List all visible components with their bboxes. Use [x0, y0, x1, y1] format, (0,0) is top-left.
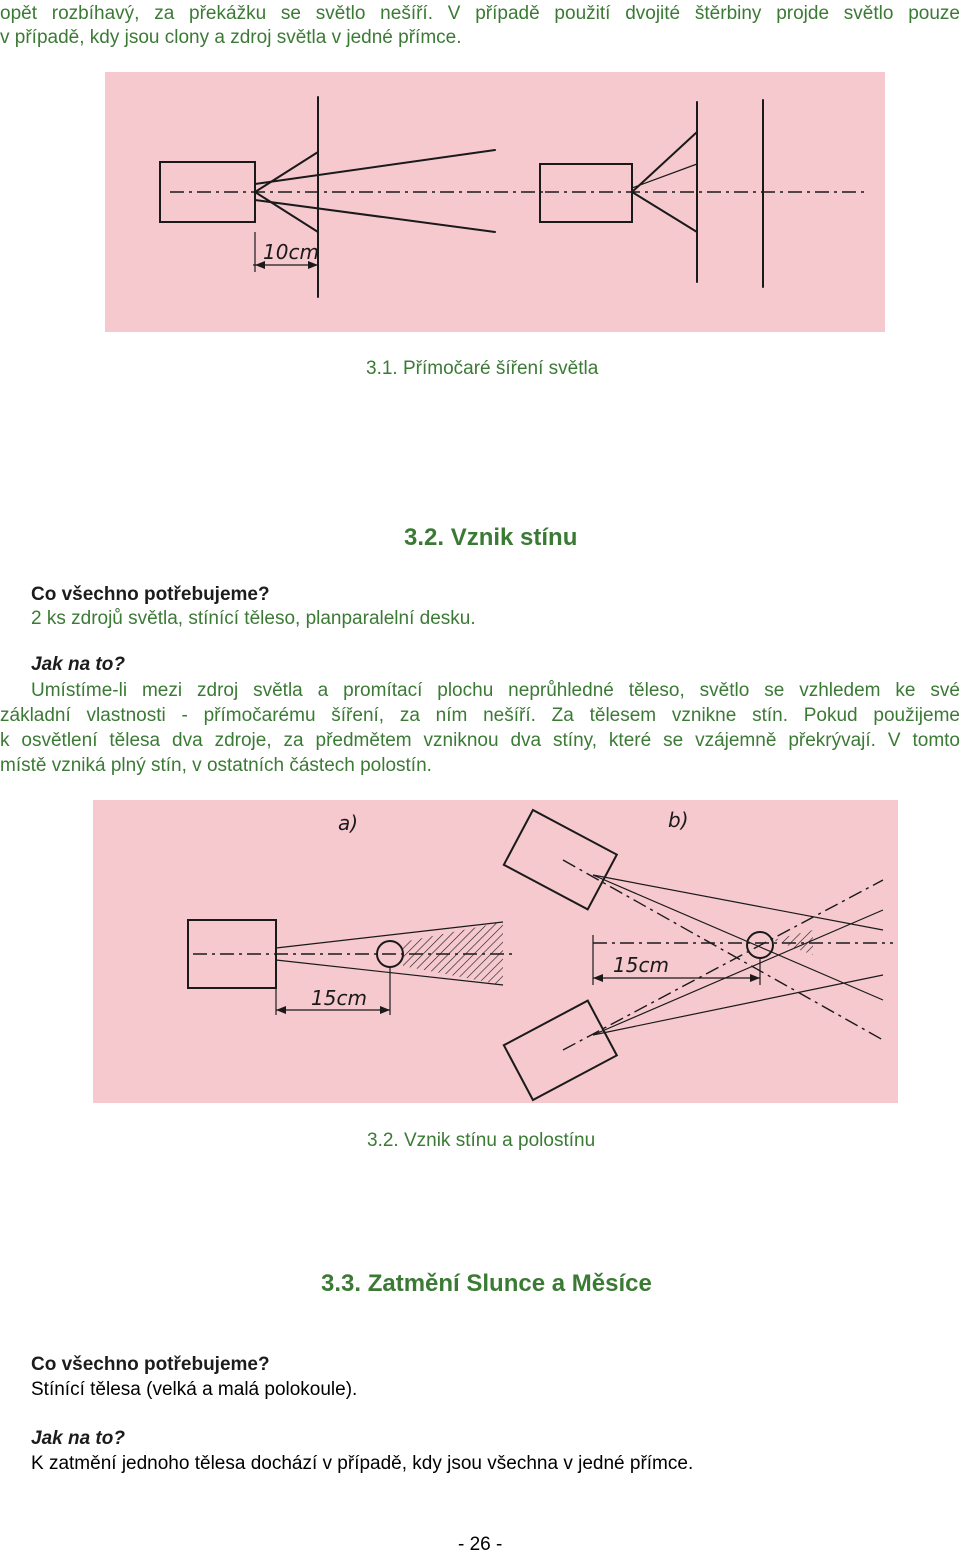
section-heading: 3.3. Zatmění Slunce a Měsíce: [321, 1270, 652, 1297]
question-heading: Jak na to?: [31, 654, 125, 675]
figure-caption: 3.2. Vznik stínu a polostínu: [367, 1130, 596, 1151]
section-heading: 3.2. Vznik stínu: [404, 524, 578, 551]
figure-caption: 3.1. Přímočaré šíření světla: [366, 358, 599, 379]
body-text-line: k osvětlení tělesa dva zdroje, za předmětem vzniknou dva stíny, které se vzájemně překrývají. V tomto: [0, 730, 960, 751]
answer-text: Stínící tělesa (velká a malá polokoule).: [31, 1379, 358, 1400]
page-number: - 26 -: [458, 1534, 503, 1555]
body-text-line: opět rozbíhavý, za překážku se světlo nešíří. V případě použití dvojité štěrbiny projde světlo pouze: [0, 3, 960, 24]
question-heading: Jak na to?: [31, 1428, 125, 1449]
body-text-line: Umístíme-li mezi zdroj světla a promítací plochu neprůhledné těleso, světlo se vzhledem ke své: [31, 680, 960, 701]
dimension-label: 15cm: [311, 986, 367, 1010]
body-text-line: základní vlastnosti - přímočarému šíření, za ním nešíří. Za tělesem vznikne stín. Pokud použijeme: [0, 705, 960, 726]
panel-label-a: a): [338, 811, 359, 835]
panel-label-b: b): [668, 808, 689, 832]
body-text-line: místě vzniká plný stín, v ostatních částech polostín.: [0, 755, 432, 776]
answer-text: 2 ks zdrojů světla, stínící těleso, planparalelní desku.: [31, 608, 476, 629]
answer-text: K zatmění jednoho tělesa dochází v případě, kdy jsou všechna v jedné přímce.: [31, 1453, 694, 1474]
question-heading: Co všechno potřebujeme?: [31, 584, 270, 605]
figure-rectilinear-propagation: [105, 72, 885, 332]
figure-background: [105, 72, 885, 332]
body-text-line: v případě, kdy jsou clony a zdroj světla v jedné přímce.: [0, 27, 462, 48]
question-heading: Co všechno potřebujeme?: [31, 1354, 270, 1375]
figure-shadow-penumbra: [93, 800, 898, 1103]
dimension-label: 10cm: [263, 240, 319, 264]
dimension-label: 15cm: [613, 953, 669, 977]
